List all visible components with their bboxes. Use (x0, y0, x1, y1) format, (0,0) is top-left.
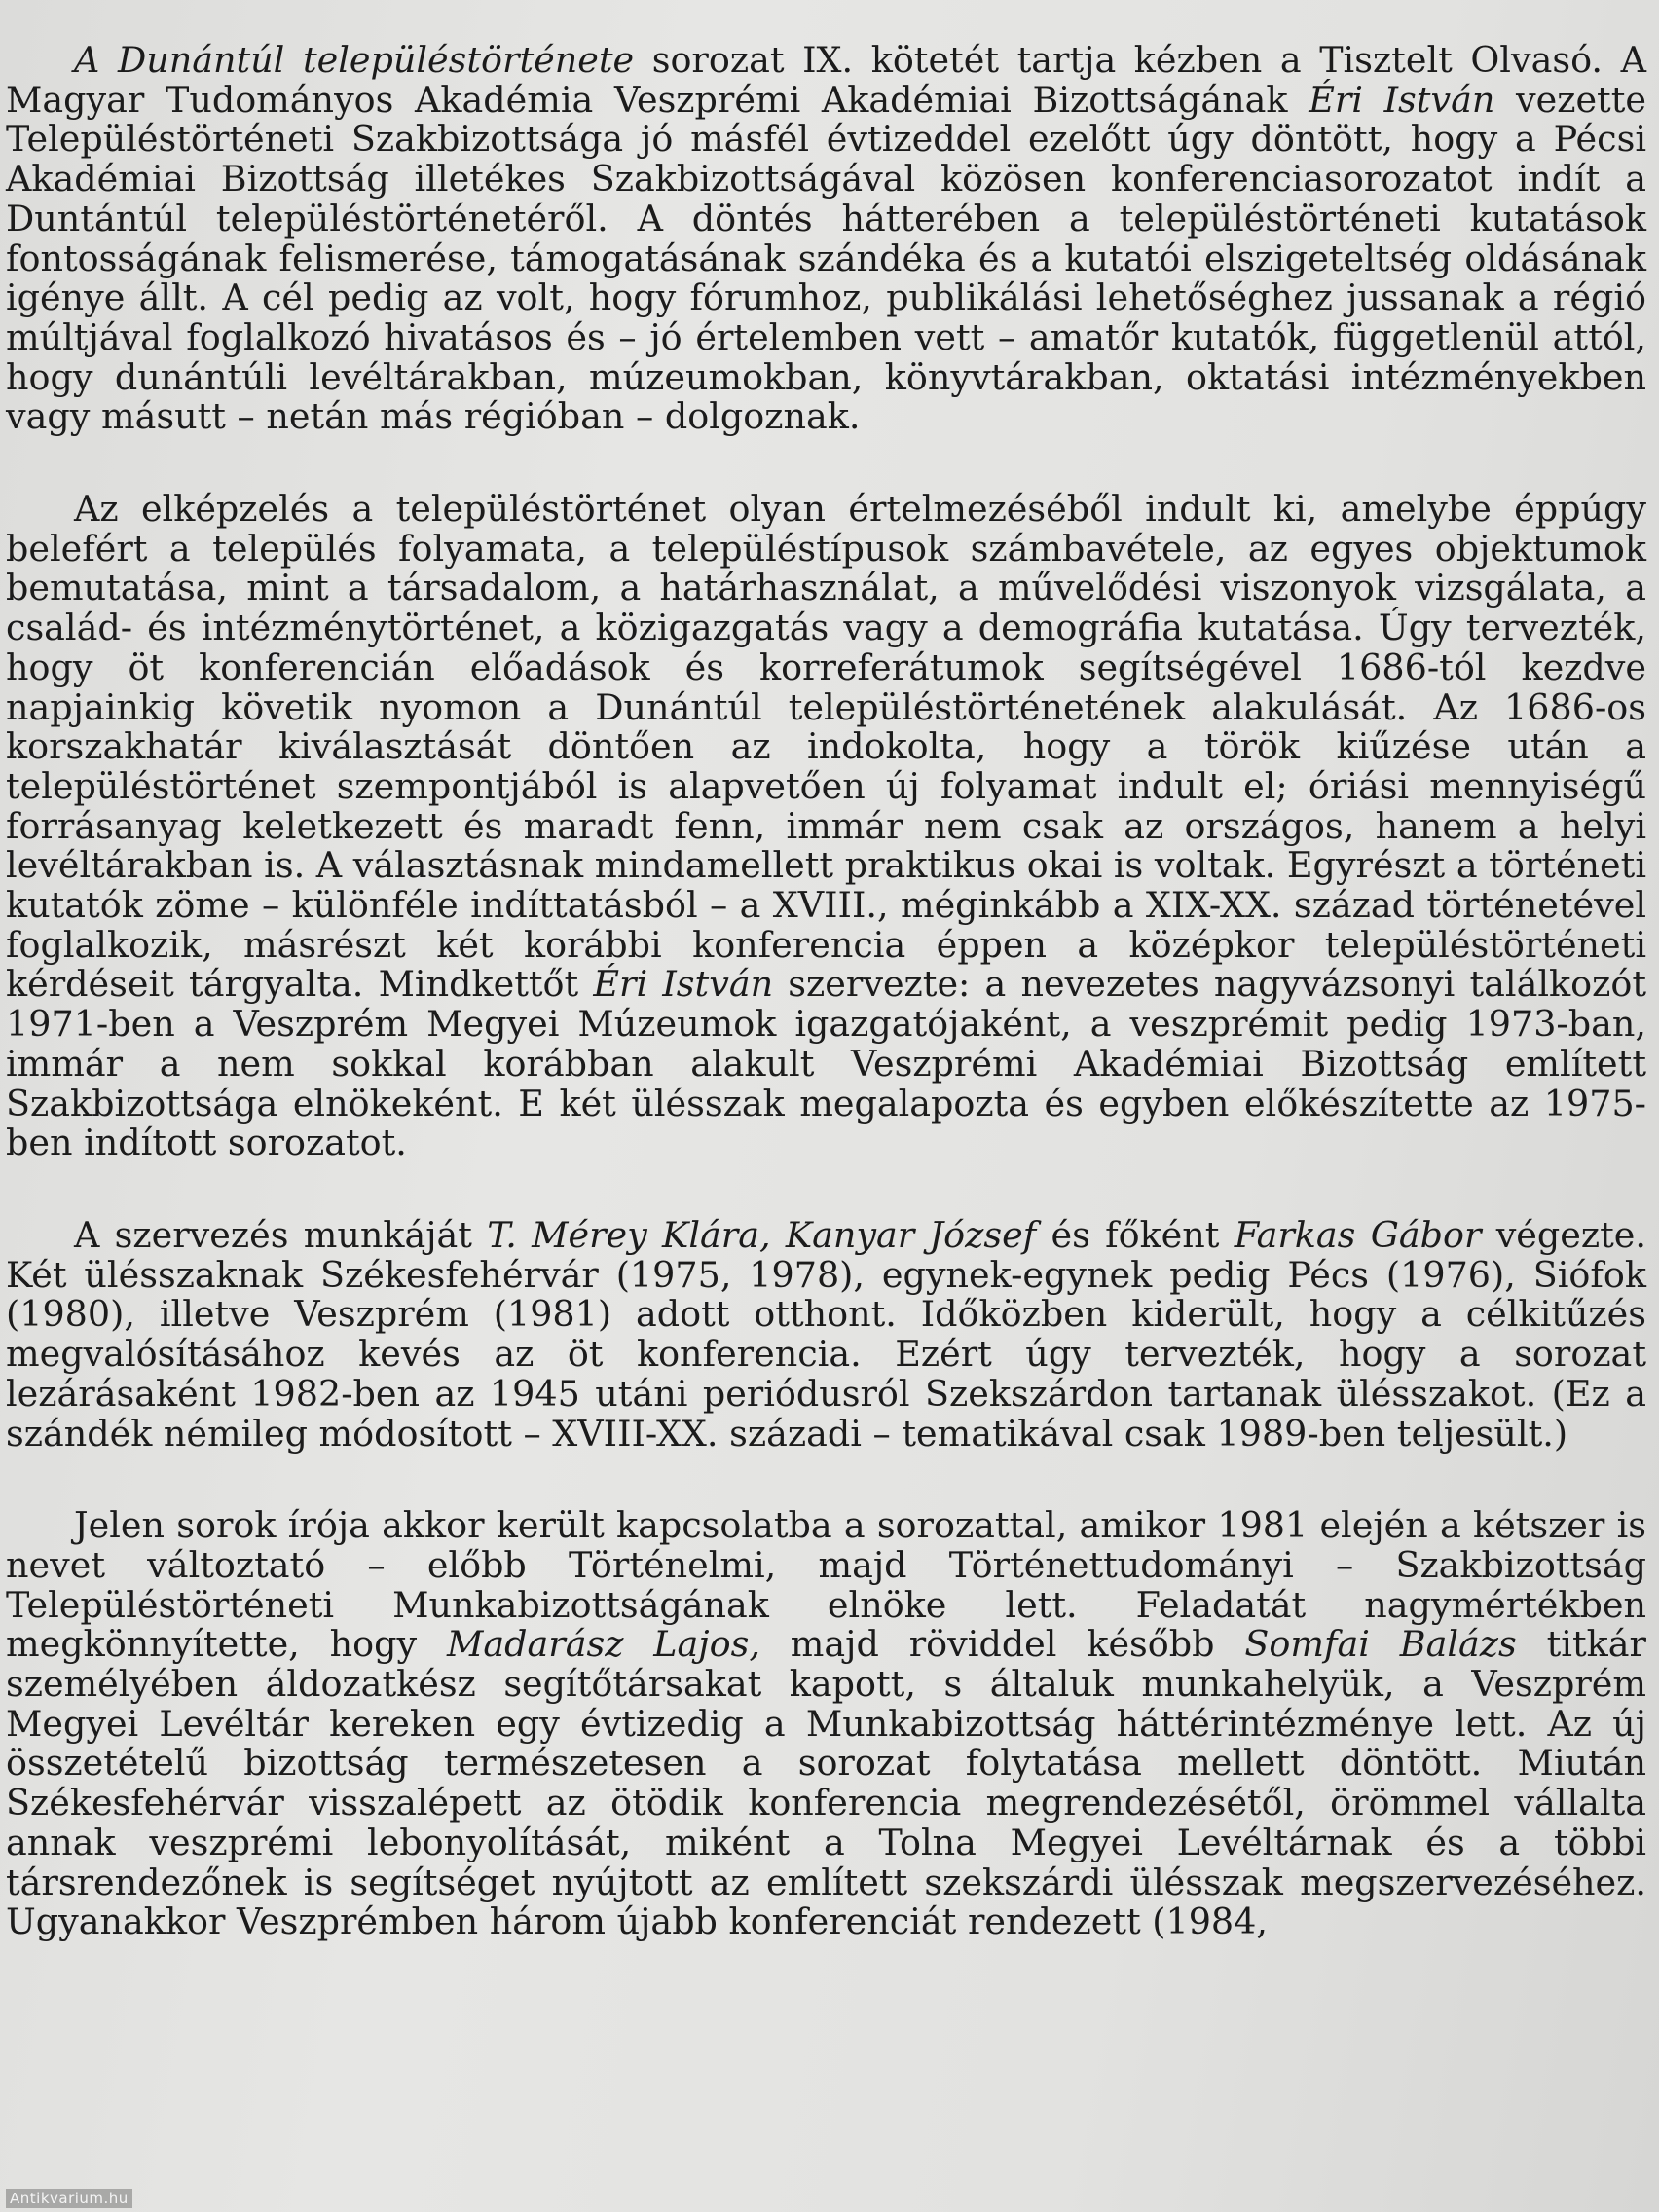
text-segment: majd röviddel később (759, 1623, 1245, 1666)
text-segment: Jelen sorok írója akkor került kapcsolatba a sorozattal, amikor 1981 elején a kétszer is nevet változtató – előbb Történelmi, majd Történettudományi – Szakbizottság Településtörténeti Munkabizottságának elnöke lett. Feladatát nagymértékben megkönnyítette, hogy (6, 1504, 1646, 1666)
person-name: Somfai Balázs (1244, 1623, 1517, 1666)
person-name: Éri István (1309, 78, 1495, 121)
body-text (6, 41, 1646, 1942)
person-name: Madarász Lajos, (447, 1623, 760, 1666)
person-name: T. Mérey Klára, Kanyar József (487, 1213, 1037, 1256)
text-segment: szervezte: a nevezetes nagyvázsonyi találkozót 1971-ben a Veszprém Megyei Múzeumok igazgatójaként, a veszprémit pedig 1973-ban, immár a nem sokkal korábban alakult Veszprémi Akadémiai Bizottság említett Szakbizottsága elnökeként. E két ülésszak megalapozta és egyben előkészítette az 1975-ben indított sorozatot. (6, 963, 1646, 1164)
watermark-label: Antikvarium.hu (6, 2189, 132, 2208)
text-segment: A szervezés munkáját (74, 1213, 488, 1256)
text-segment: sorozat IX. kötetét tartja kézben a Tisztelt Olvasó. A Magyar Tudományos Akadémia Veszprémi Akadémiai Bizottságának (6, 39, 1646, 121)
paragraph-2 (6, 490, 1646, 1163)
text-segment: Az elképzelés a településtörténet olyan értelmezéséből indult ki, amelybe éppúgy belefért a település folyamata, a településtípusok számbavétele, az egyes objektumok bemutatása, mint a társadalom, a határhasználat, a művelődési viszonyok vizsgálata, a család- és intézménytörténet, a közigazgatás vagy a demográfia kutatása. Úgy tervezték, hogy öt konferencián előadások és korreferátumok segítségével 1686-tól kezdve napjainkig követik nyomon a Dunántúl településtörténetének alakulását. Az 1686-os korszakhatár kiválasztását döntően az indokolta, hogy a török kiűzése után a településtörténet szempontjából is alapvetően új folyamat indult el; óriási mennyiségű forrásanyag keletkezett és maradt fenn, immár nem csak az országos, hanem a helyi levéltárakban is. A választásnak mindamellett praktikus okai is voltak. Egyrészt a történeti kutatók zöme – különféle indíttatásból – a XVIII., méginkább a XIX-XX. század történetével foglalkozik, másrészt két korábbi konferencia éppen a középkor településtörténeti kérdéseit tárgyalta. Mindkettőt (6, 488, 1646, 1006)
paragraph-3 (6, 1213, 1646, 1455)
paragraph-1 (6, 41, 1646, 437)
text-segment: titkár személyében áldozatkész segítőtársakat kapott, s általuk munkahelyük, a Veszprém Megyei Levéltár kereken egy évtizedig a Munkabizottság háttérintézménye lett. Az új összetételű bizottság természetesen a sorozat folytatása mellett döntött. Miután Székesfehérvár visszalépett az ötödik konferencia megrendezésétől, örömmel vállalta annak veszprémi lebonyolítását, miként a Tolna Megyei Levéltárnak és a többi társrendezőnek is segítséget nyújtott az említett szekszárdi ülésszak megszervezéséhez. Ugyanakkor Veszprémben három újabb konferenciát rendezett (1984, (6, 1623, 1646, 1943)
text-segment: vezette Településtörténeti Szakbizottsága jó másfél évtizeddel ezelőtt úgy döntött, hogy a Pécsi Akadémiai Bizottság illetékes Szakbizottságával közösen konferenciasorozatot indít a Duntántúl településtörténetéről. A döntés hátterében a településtörténeti kutatások fontosságának felismerése, támogatásának szándéka és a kutatói elszigeteltség oldásának igénye állt. A cél pedig az volt, hogy fórumhoz, publikálási lehetőséghez jussanak a régió múltjával foglalkozó hivatásos és – jó értelemben vett – amatőr kutatók, függetlenül attól, hogy dunántúli levéltárakban, múzeumokban, könyvtárakban, oktatási intézményekben vagy másutt – netán más régióban – dolgoznak. (6, 78, 1646, 438)
text-segment: végezte. Két ülésszaknak Székesfehérvár (1975, 1978), egynek-egynek pedig Pécs (1976), Siófok (1980), illetve Veszprém (1981) adott otthont. Időközben kiderült, hogy a célkitűzés megvalósításához kevés az öt konferencia. Ezért úgy tervezték, hogy a sorozat lezárásaként 1982-ben az 1945 utáni periódusról Szekszárdon tartanak ülésszakot. (Ez a szándék némileg módosított – XVIII-XX. századi – tematikával csak 1989-ben teljesült.) (6, 1213, 1646, 1455)
person-name: Éri István (593, 963, 774, 1006)
person-name: Farkas Gábor (1234, 1213, 1482, 1256)
text-segment: és főként (1036, 1213, 1235, 1256)
paragraph-4 (6, 1506, 1646, 1942)
series-title: A Dunántúl településtörténete (74, 39, 635, 81)
